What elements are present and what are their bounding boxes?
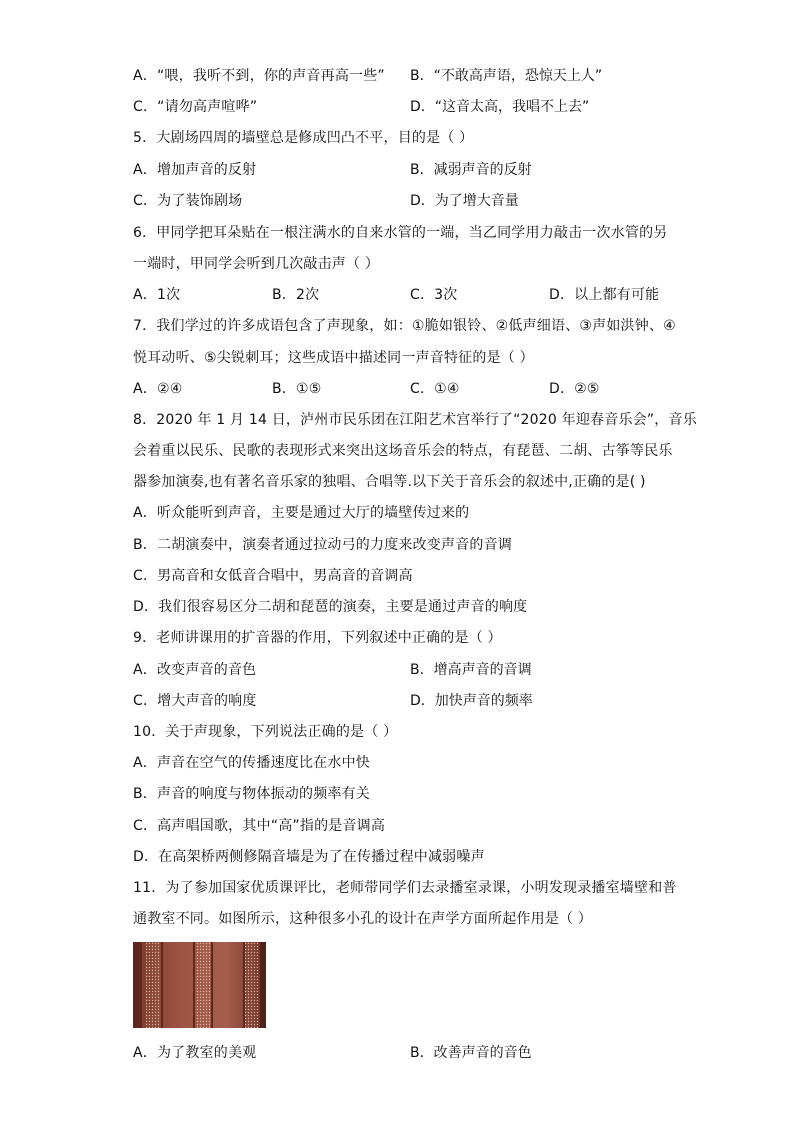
option-a: A．为了教室的美观 bbox=[133, 1045, 257, 1061]
question-line: 通教室不同。如图所示，这种很多小孔的设计在声学方面所起作用是（ ） bbox=[133, 911, 593, 927]
question-line: 一端时，甲同学会听到几次敲击声（ ） bbox=[133, 256, 380, 272]
question-line: 6．甲同学把耳朵贴在一根注满水的自来水管的一端，当乙同学用力敲击一次水管的另 bbox=[133, 225, 668, 241]
option-right: B．增高声音的音调 bbox=[410, 662, 532, 678]
question-line: 悦耳动听、⑤尖锐刺耳；这些成语中描述同一声音特征的是（ ） bbox=[133, 350, 534, 366]
option-a: A．②④ bbox=[133, 381, 183, 397]
option-right: B．减弱声音的反射 bbox=[410, 162, 532, 178]
question-line: 7．我们学过的许多成语包含了声现象，如：①脆如银铃、②低声细语、③声如洪钟、④ bbox=[133, 318, 676, 334]
question-line: D．我们很容易区分二胡和琵琶的演奏，主要是通过声音的响度 bbox=[133, 599, 528, 615]
option-c: C．3次 bbox=[410, 287, 458, 303]
option-right: D．为了增大音量 bbox=[410, 193, 519, 209]
question-line: 会着重以民乐、民歌的表现形式来突出这场音乐会的特点，有琵琶、二胡、古筝等民乐 bbox=[133, 443, 673, 459]
option-left: C．“请勿高声喧哗” bbox=[133, 99, 258, 115]
option-left: C．增大声音的响度 bbox=[133, 693, 257, 709]
option-right: D．加快声音的频率 bbox=[410, 693, 533, 709]
question-line: C．男高音和女低音合唱中，男高音的音调高 bbox=[133, 568, 413, 584]
question-line: 8．2020 年 1 月 14 日，泸州市民乐团在江阳艺术宫举行了“2020 年迎春音乐会”，音乐 bbox=[133, 412, 697, 428]
option-d: D．以上都有可能 bbox=[549, 287, 660, 303]
question-line: 器参加演奏,也有著名音乐家的独唱、合唱等.以下关于音乐会的叙述中,正确的是( ) bbox=[133, 474, 646, 490]
perforated-wall-photo bbox=[133, 942, 266, 1028]
question-line: 9．老师讲课用的扩音器的作用，下列叙述中正确的是（ ） bbox=[133, 630, 502, 646]
question-line: C．高声唱国歌，其中“高”指的是音调高 bbox=[133, 818, 386, 834]
option-right: B．“不敢高声语，恐惊天上人” bbox=[410, 68, 603, 84]
question-line: B．声音的响度与物体振动的频率有关 bbox=[133, 786, 371, 802]
question-line: 5．大剧场四周的墙壁总是修成凹凸不平，目的是（ ） bbox=[133, 130, 474, 146]
option-b: B．改善声音的音色 bbox=[410, 1045, 532, 1061]
question-line: B．二胡演奏中，演奏者通过拉动弓的力度来改变声音的音调 bbox=[133, 537, 513, 553]
question-line: D．在高架桥两侧修隔音墙是为了在传播过程中减弱噪声 bbox=[133, 849, 485, 865]
option-c: C．①④ bbox=[410, 381, 460, 397]
option-b: B．2次 bbox=[272, 287, 320, 303]
option-d: D．②⑤ bbox=[549, 381, 600, 397]
option-left: A．“喂，我听不到，你的声音再高一些” bbox=[133, 68, 385, 84]
option-right: D．“这音太高，我唱不上去” bbox=[410, 99, 590, 115]
option-left: C．为了装饰剧场 bbox=[133, 193, 243, 209]
question-line: 11．为了参加国家优质课评比，老师带同学们去录播室录课，小明发现录播室墙壁和普 bbox=[133, 880, 677, 896]
option-b: B．①⑤ bbox=[272, 381, 322, 397]
question-line: A．声音在空气的传播速度比在水中快 bbox=[133, 755, 370, 771]
option-a: A．1次 bbox=[133, 287, 181, 303]
question-line: 10．关于声现象，下列说法正确的是（ ） bbox=[133, 724, 398, 740]
option-left: A．改变声音的音色 bbox=[133, 662, 257, 678]
option-left: A．增加声音的反射 bbox=[133, 162, 257, 178]
question-line: A．听众能听到声音，主要是通过大厅的墙壁传过来的 bbox=[133, 505, 470, 521]
